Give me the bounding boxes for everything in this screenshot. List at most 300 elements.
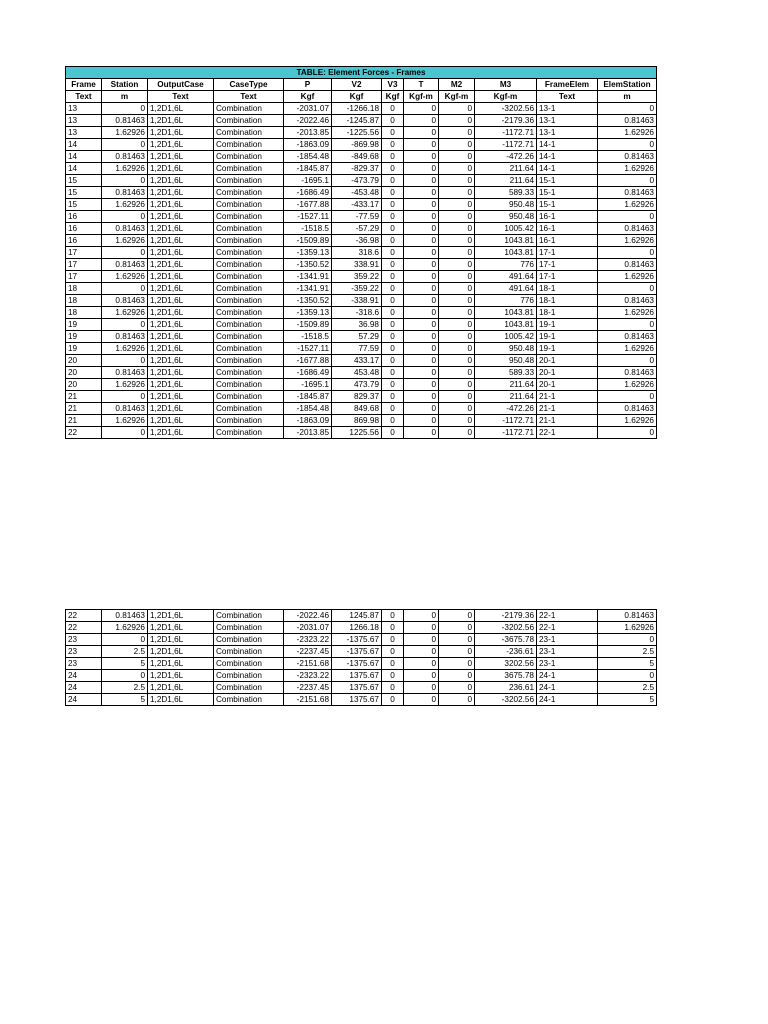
- cell-frame-elem: 23-1: [537, 646, 598, 658]
- cell-case-type: Combination: [214, 319, 284, 331]
- cell-station: 1.62926: [102, 415, 148, 427]
- cell-output-case: 1,2D1,6L: [148, 295, 214, 307]
- cell-m2: 0: [439, 427, 475, 439]
- cell-frame-elem: 24-1: [537, 694, 598, 706]
- cell-m3: 491.64: [475, 271, 537, 283]
- cell-m3: 589.33: [475, 367, 537, 379]
- cell-output-case: 1,2D1,6L: [148, 670, 214, 682]
- cell-station: 0: [102, 211, 148, 223]
- cell-output-case: 1,2D1,6L: [148, 259, 214, 271]
- cell-case-type: Combination: [214, 403, 284, 415]
- table-row: [66, 259, 657, 271]
- cell-p: -1695.1: [284, 379, 332, 391]
- table-row: [66, 223, 657, 235]
- column-unit-case-type: Text: [214, 91, 284, 103]
- cell-output-case: 1,2D1,6L: [148, 367, 214, 379]
- cell-v2: -433.17: [332, 199, 382, 211]
- cell-frame: 21: [66, 403, 102, 415]
- cell-v2: -36.98: [332, 235, 382, 247]
- column-header-t: T: [404, 79, 439, 91]
- column-unit-station: m: [102, 91, 148, 103]
- table-row: [66, 271, 657, 283]
- cell-p: -1350.52: [284, 259, 332, 271]
- cell-v3: 0: [382, 235, 404, 247]
- table-row: [66, 139, 657, 151]
- cell-station: 0.81463: [102, 223, 148, 235]
- cell-t: 0: [404, 355, 439, 367]
- table-row: [66, 658, 657, 670]
- cell-p: -1509.89: [284, 319, 332, 331]
- cell-station: 1.62926: [102, 163, 148, 175]
- cell-frame: 22: [66, 427, 102, 439]
- cell-frame-elem: 24-1: [537, 670, 598, 682]
- cell-v3: 0: [382, 115, 404, 127]
- cell-m2: 0: [439, 271, 475, 283]
- cell-t: 0: [404, 415, 439, 427]
- cell-frame-elem: 19-1: [537, 331, 598, 343]
- cell-v2: -1375.67: [332, 634, 382, 646]
- cell-output-case: 1,2D1,6L: [148, 610, 214, 622]
- cell-frame-elem: 23-1: [537, 634, 598, 646]
- cell-elem-station: 0.81463: [598, 187, 657, 199]
- cell-m2: 0: [439, 283, 475, 295]
- cell-t: 0: [404, 682, 439, 694]
- cell-v2: 433.17: [332, 355, 382, 367]
- cell-case-type: Combination: [214, 247, 284, 259]
- cell-m2: 0: [439, 670, 475, 682]
- cell-frame-elem: 19-1: [537, 343, 598, 355]
- cell-station: 2.5: [102, 682, 148, 694]
- cell-case-type: Combination: [214, 175, 284, 187]
- cell-p: -2323.22: [284, 634, 332, 646]
- cell-output-case: 1,2D1,6L: [148, 415, 214, 427]
- cell-v2: -829.37: [332, 163, 382, 175]
- cell-v3: 0: [382, 415, 404, 427]
- cell-p: -2013.85: [284, 427, 332, 439]
- cell-v2: 453.48: [332, 367, 382, 379]
- cell-m2: 0: [439, 163, 475, 175]
- table-row: [66, 634, 657, 646]
- cell-case-type: Combination: [214, 682, 284, 694]
- cell-frame-elem: 18-1: [537, 307, 598, 319]
- cell-p: -1359.13: [284, 307, 332, 319]
- cell-v2: 338.91: [332, 259, 382, 271]
- cell-frame-elem: 22-1: [537, 610, 598, 622]
- cell-station: 5: [102, 694, 148, 706]
- cell-elem-station: 0: [598, 391, 657, 403]
- cell-case-type: Combination: [214, 151, 284, 163]
- cell-p: -1509.89: [284, 235, 332, 247]
- cell-m3: 950.48: [475, 355, 537, 367]
- cell-case-type: Combination: [214, 694, 284, 706]
- table-row: [66, 427, 657, 439]
- cell-case-type: Combination: [214, 343, 284, 355]
- cell-t: 0: [404, 271, 439, 283]
- cell-p: -1677.88: [284, 355, 332, 367]
- cell-frame-elem: 16-1: [537, 223, 598, 235]
- cell-output-case: 1,2D1,6L: [148, 379, 214, 391]
- cell-output-case: 1,2D1,6L: [148, 634, 214, 646]
- cell-case-type: Combination: [214, 331, 284, 343]
- cell-m3: 236.61: [475, 682, 537, 694]
- column-unit-output-case: Text: [148, 91, 214, 103]
- cell-p: -2151.68: [284, 658, 332, 670]
- cell-frame-elem: 16-1: [537, 235, 598, 247]
- cell-m2: 0: [439, 610, 475, 622]
- cell-station: 1.62926: [102, 271, 148, 283]
- cell-v2: -453.48: [332, 187, 382, 199]
- cell-case-type: Combination: [214, 211, 284, 223]
- cell-station: 5: [102, 658, 148, 670]
- cell-station: 0: [102, 634, 148, 646]
- cell-p: -1350.52: [284, 295, 332, 307]
- table-body-continued: [66, 610, 657, 706]
- cell-output-case: 1,2D1,6L: [148, 319, 214, 331]
- cell-output-case: 1,2D1,6L: [148, 403, 214, 415]
- cell-m2: 0: [439, 682, 475, 694]
- cell-case-type: Combination: [214, 307, 284, 319]
- cell-m3: -3202.56: [475, 622, 537, 634]
- cell-m2: 0: [439, 622, 475, 634]
- cell-output-case: 1,2D1,6L: [148, 427, 214, 439]
- column-header-v3: V3: [382, 79, 404, 91]
- cell-m2: 0: [439, 367, 475, 379]
- cell-case-type: Combination: [214, 223, 284, 235]
- cell-t: 0: [404, 211, 439, 223]
- cell-frame: 16: [66, 235, 102, 247]
- cell-m3: 1043.81: [475, 235, 537, 247]
- cell-m3: 950.48: [475, 199, 537, 211]
- cell-frame: 19: [66, 331, 102, 343]
- cell-v3: 0: [382, 379, 404, 391]
- table-row: [66, 367, 657, 379]
- cell-t: 0: [404, 646, 439, 658]
- cell-p: -2013.85: [284, 127, 332, 139]
- cell-station: 0.81463: [102, 367, 148, 379]
- cell-v2: 1225.56: [332, 427, 382, 439]
- cell-station: 0.81463: [102, 151, 148, 163]
- table-row: [66, 211, 657, 223]
- cell-elem-station: 0: [598, 319, 657, 331]
- cell-elem-station: 1.62926: [598, 271, 657, 283]
- cell-frame-elem: 13-1: [537, 103, 598, 115]
- cell-frame-elem: 17-1: [537, 247, 598, 259]
- cell-elem-station: 0.81463: [598, 151, 657, 163]
- cell-m3: 1005.42: [475, 223, 537, 235]
- cell-station: 1.62926: [102, 379, 148, 391]
- cell-frame: 17: [66, 271, 102, 283]
- cell-elem-station: 0: [598, 139, 657, 151]
- cell-t: 0: [404, 307, 439, 319]
- cell-output-case: 1,2D1,6L: [148, 115, 214, 127]
- cell-p: -1341.91: [284, 283, 332, 295]
- cell-m3: -236.61: [475, 646, 537, 658]
- cell-v2: 36.98: [332, 319, 382, 331]
- cell-frame-elem: 21-1: [537, 403, 598, 415]
- cell-m3: -3202.56: [475, 694, 537, 706]
- cell-v2: -1375.67: [332, 658, 382, 670]
- cell-v3: 0: [382, 682, 404, 694]
- cell-frame: 23: [66, 646, 102, 658]
- cell-m3: 1005.42: [475, 331, 537, 343]
- cell-output-case: 1,2D1,6L: [148, 175, 214, 187]
- cell-p: -1854.48: [284, 151, 332, 163]
- cell-station: 1.62926: [102, 127, 148, 139]
- cell-v3: 0: [382, 187, 404, 199]
- cell-m3: -2179.36: [475, 115, 537, 127]
- cell-m3: -3202.56: [475, 103, 537, 115]
- cell-v2: -869.98: [332, 139, 382, 151]
- cell-frame-elem: 22-1: [537, 622, 598, 634]
- column-unit-m3: Kgf-m: [475, 91, 537, 103]
- cell-case-type: Combination: [214, 235, 284, 247]
- cell-frame: 14: [66, 139, 102, 151]
- cell-station: 1.62926: [102, 307, 148, 319]
- cell-frame: 13: [66, 103, 102, 115]
- cell-p: -1845.87: [284, 163, 332, 175]
- cell-output-case: 1,2D1,6L: [148, 103, 214, 115]
- cell-station: 0: [102, 103, 148, 115]
- cell-elem-station: 0: [598, 670, 657, 682]
- table-row: [66, 115, 657, 127]
- cell-v2: -359.22: [332, 283, 382, 295]
- cell-elem-station: 0: [598, 283, 657, 295]
- table-row: [66, 283, 657, 295]
- cell-v3: 0: [382, 139, 404, 151]
- cell-station: 0.81463: [102, 295, 148, 307]
- cell-case-type: Combination: [214, 622, 284, 634]
- table-row: [66, 622, 657, 634]
- cell-t: 0: [404, 163, 439, 175]
- cell-t: 0: [404, 610, 439, 622]
- table-row: [66, 199, 657, 211]
- column-header-p: P: [284, 79, 332, 91]
- cell-m3: 950.48: [475, 211, 537, 223]
- cell-frame-elem: 18-1: [537, 295, 598, 307]
- table-row: [66, 151, 657, 163]
- cell-t: 0: [404, 151, 439, 163]
- cell-v2: -849.68: [332, 151, 382, 163]
- cell-case-type: Combination: [214, 127, 284, 139]
- table-row: [66, 682, 657, 694]
- cell-v2: -318.6: [332, 307, 382, 319]
- cell-m3: 589.33: [475, 187, 537, 199]
- cell-elem-station: 1.62926: [598, 379, 657, 391]
- cell-station: 0.81463: [102, 610, 148, 622]
- cell-p: -1845.87: [284, 391, 332, 403]
- cell-frame: 20: [66, 379, 102, 391]
- cell-p: -1686.49: [284, 187, 332, 199]
- cell-frame-elem: 21-1: [537, 391, 598, 403]
- cell-frame: 21: [66, 415, 102, 427]
- cell-v2: -1245.87: [332, 115, 382, 127]
- column-header-elem-station: ElemStation: [598, 79, 657, 91]
- cell-station: 0: [102, 319, 148, 331]
- cell-station: 0: [102, 139, 148, 151]
- cell-frame-elem: 17-1: [537, 259, 598, 271]
- cell-frame: 13: [66, 115, 102, 127]
- cell-elem-station: 2.5: [598, 646, 657, 658]
- cell-frame-elem: 14-1: [537, 151, 598, 163]
- table-row: [66, 235, 657, 247]
- cell-frame: 16: [66, 223, 102, 235]
- cell-frame-elem: 19-1: [537, 319, 598, 331]
- cell-output-case: 1,2D1,6L: [148, 211, 214, 223]
- cell-p: -1518.5: [284, 223, 332, 235]
- element-forces-table: [65, 66, 657, 439]
- cell-t: 0: [404, 694, 439, 706]
- cell-elem-station: 0.81463: [598, 367, 657, 379]
- cell-p: -1359.13: [284, 247, 332, 259]
- cell-v2: 869.98: [332, 415, 382, 427]
- cell-station: 0.81463: [102, 259, 148, 271]
- cell-elem-station: 1.62926: [598, 235, 657, 247]
- cell-frame: 22: [66, 622, 102, 634]
- table-row: [66, 175, 657, 187]
- cell-elem-station: 0: [598, 211, 657, 223]
- cell-frame: 15: [66, 187, 102, 199]
- cell-m2: 0: [439, 415, 475, 427]
- cell-output-case: 1,2D1,6L: [148, 307, 214, 319]
- column-unit-frame-elem: Text: [537, 91, 598, 103]
- cell-m2: 0: [439, 103, 475, 115]
- cell-p: -1686.49: [284, 367, 332, 379]
- cell-t: 0: [404, 403, 439, 415]
- cell-t: 0: [404, 247, 439, 259]
- cell-p: -2151.68: [284, 694, 332, 706]
- cell-v2: 1375.67: [332, 670, 382, 682]
- cell-m3: 211.64: [475, 175, 537, 187]
- table-row: [66, 343, 657, 355]
- cell-v3: 0: [382, 103, 404, 115]
- cell-output-case: 1,2D1,6L: [148, 331, 214, 343]
- cell-v2: -1375.67: [332, 646, 382, 658]
- cell-m3: 211.64: [475, 379, 537, 391]
- column-unit-p: Kgf: [284, 91, 332, 103]
- cell-p: -2237.45: [284, 682, 332, 694]
- table-row: [66, 355, 657, 367]
- cell-output-case: 1,2D1,6L: [148, 622, 214, 634]
- cell-output-case: 1,2D1,6L: [148, 163, 214, 175]
- cell-frame: 21: [66, 391, 102, 403]
- cell-v3: 0: [382, 355, 404, 367]
- cell-station: 0.81463: [102, 403, 148, 415]
- table-header-row: [66, 79, 657, 91]
- cell-m3: -1172.71: [475, 139, 537, 151]
- cell-m3: 211.64: [475, 391, 537, 403]
- cell-v3: 0: [382, 283, 404, 295]
- cell-p: -2031.07: [284, 103, 332, 115]
- cell-station: 0: [102, 427, 148, 439]
- cell-station: 0: [102, 175, 148, 187]
- cell-v3: 0: [382, 247, 404, 259]
- cell-frame: 24: [66, 694, 102, 706]
- cell-station: 1.62926: [102, 199, 148, 211]
- cell-case-type: Combination: [214, 103, 284, 115]
- cell-v3: 0: [382, 646, 404, 658]
- cell-elem-station: 0.81463: [598, 610, 657, 622]
- cell-station: 0: [102, 670, 148, 682]
- cell-v2: 829.37: [332, 391, 382, 403]
- cell-v2: 359.22: [332, 271, 382, 283]
- cell-elem-station: 0.81463: [598, 259, 657, 271]
- cell-m2: 0: [439, 295, 475, 307]
- cell-t: 0: [404, 319, 439, 331]
- column-unit-frame: Text: [66, 91, 102, 103]
- column-header-station: Station: [102, 79, 148, 91]
- cell-t: 0: [404, 331, 439, 343]
- table-row: [66, 391, 657, 403]
- cell-v3: 0: [382, 223, 404, 235]
- cell-m3: 776: [475, 259, 537, 271]
- cell-frame-elem: 24-1: [537, 682, 598, 694]
- cell-case-type: Combination: [214, 658, 284, 670]
- cell-station: 1.62926: [102, 343, 148, 355]
- cell-frame: 24: [66, 670, 102, 682]
- cell-p: -2022.46: [284, 115, 332, 127]
- cell-output-case: 1,2D1,6L: [148, 682, 214, 694]
- cell-t: 0: [404, 259, 439, 271]
- cell-case-type: Combination: [214, 295, 284, 307]
- cell-t: 0: [404, 115, 439, 127]
- cell-frame-elem: 18-1: [537, 283, 598, 295]
- cell-case-type: Combination: [214, 415, 284, 427]
- cell-m2: 0: [439, 151, 475, 163]
- cell-v3: 0: [382, 694, 404, 706]
- cell-t: 0: [404, 367, 439, 379]
- cell-v2: 77.59: [332, 343, 382, 355]
- cell-m2: 0: [439, 223, 475, 235]
- cell-frame: 24: [66, 682, 102, 694]
- cell-station: 2.5: [102, 646, 148, 658]
- cell-m3: 1043.81: [475, 319, 537, 331]
- cell-frame-elem: 20-1: [537, 367, 598, 379]
- cell-v3: 0: [382, 634, 404, 646]
- cell-v2: 473.79: [332, 379, 382, 391]
- cell-t: 0: [404, 199, 439, 211]
- cell-case-type: Combination: [214, 163, 284, 175]
- table-row: [66, 307, 657, 319]
- cell-m2: 0: [439, 115, 475, 127]
- cell-m2: 0: [439, 127, 475, 139]
- cell-v3: 0: [382, 658, 404, 670]
- cell-v2: -338.91: [332, 295, 382, 307]
- cell-elem-station: 5: [598, 694, 657, 706]
- cell-elem-station: 1.62926: [598, 307, 657, 319]
- cell-station: 0: [102, 247, 148, 259]
- cell-elem-station: 1.62926: [598, 622, 657, 634]
- cell-m2: 0: [439, 646, 475, 658]
- cell-v3: 0: [382, 610, 404, 622]
- cell-t: 0: [404, 127, 439, 139]
- cell-m2: 0: [439, 343, 475, 355]
- cell-m3: 3202.56: [475, 658, 537, 670]
- cell-station: 0.81463: [102, 187, 148, 199]
- cell-elem-station: 0.81463: [598, 223, 657, 235]
- cell-output-case: 1,2D1,6L: [148, 223, 214, 235]
- cell-m2: 0: [439, 391, 475, 403]
- table-row: [66, 127, 657, 139]
- cell-case-type: Combination: [214, 379, 284, 391]
- cell-v3: 0: [382, 403, 404, 415]
- cell-frame-elem: 15-1: [537, 187, 598, 199]
- cell-frame-elem: 13-1: [537, 127, 598, 139]
- table-row: [66, 610, 657, 622]
- cell-v2: 1375.67: [332, 694, 382, 706]
- cell-m3: -1172.71: [475, 427, 537, 439]
- cell-case-type: Combination: [214, 259, 284, 271]
- cell-output-case: 1,2D1,6L: [148, 139, 214, 151]
